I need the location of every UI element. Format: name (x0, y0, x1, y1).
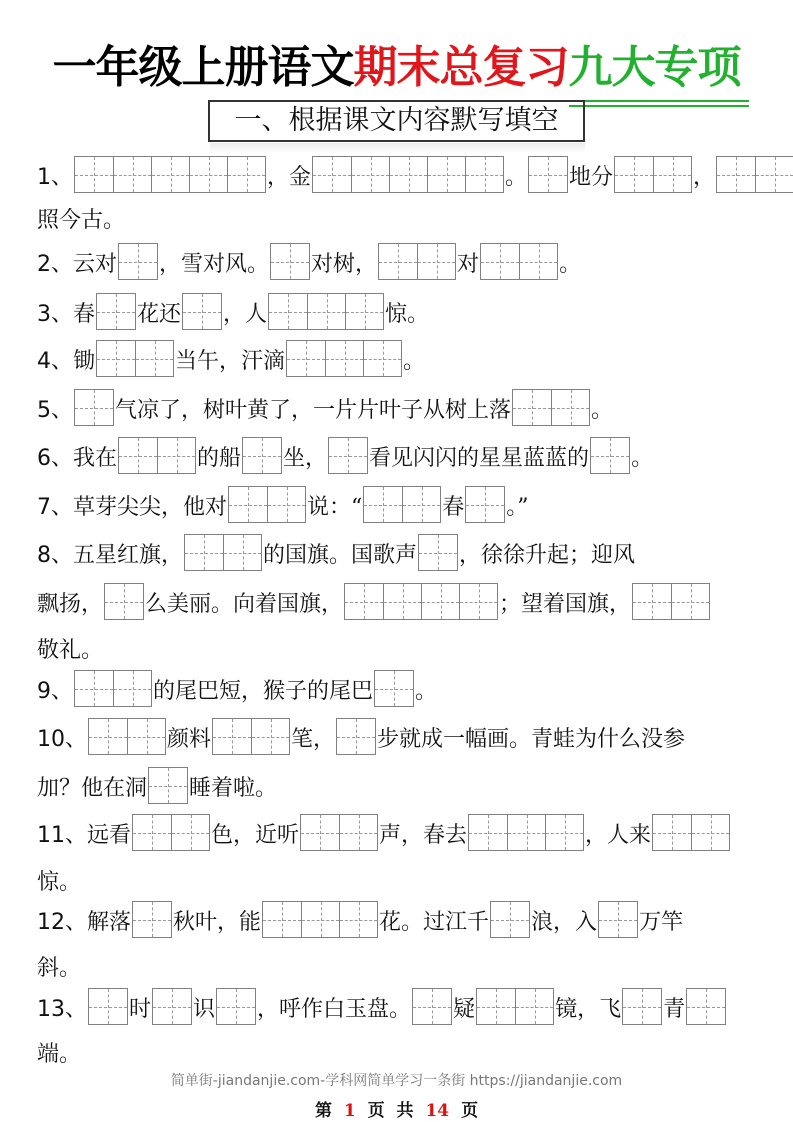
tianzige-cell[interactable] (402, 487, 440, 522)
exercise-text: 识 (193, 997, 216, 1022)
question-number: 5、 (37, 398, 73, 423)
exercise-text: 。 (559, 252, 582, 277)
question-number: 9、 (37, 679, 73, 704)
tianzige-answer-box[interactable] (182, 293, 222, 330)
tianzige-cell[interactable] (135, 341, 173, 376)
question-number: 10、 (37, 727, 87, 752)
exercise-text: 气凉了，树叶黄了，一片片叶子从树上落 (115, 398, 512, 423)
tianzige-cell[interactable] (113, 671, 151, 706)
exercise-line (37, 531, 635, 571)
tianzige-cell[interactable] (389, 157, 427, 192)
tianzige-cell[interactable] (269, 294, 307, 329)
tianzige-cell[interactable] (133, 815, 171, 850)
exercise-text: 地分 (569, 165, 614, 190)
tianzige-cell[interactable] (633, 584, 671, 619)
tianzige-cell[interactable] (477, 989, 515, 1024)
exercise-text: 。 (415, 679, 438, 704)
exercise-text: ，人 (223, 302, 268, 327)
tianzige-cell[interactable] (243, 438, 281, 473)
exercise-text: 么美丽。向着国旗， (145, 592, 344, 617)
tianzige-cell[interactable] (119, 438, 157, 473)
exercise-text: 照今古。 (37, 208, 126, 233)
exercise-text: ，呼作白玉盘。 (257, 997, 412, 1022)
tianzige-cell[interactable] (189, 157, 227, 192)
exercise-text: 我在 (73, 446, 118, 471)
question-number: 8、 (37, 543, 73, 568)
tianzige-cell[interactable] (339, 815, 377, 850)
exercise-text: ， (693, 165, 716, 190)
exercise-text: 斜。 (37, 956, 82, 981)
exercise-text: ，雪对风。 (159, 252, 270, 277)
exercise-text: 色，近听 (211, 823, 300, 848)
tianzige-cell[interactable] (75, 671, 113, 706)
tianzige-cell[interactable] (427, 157, 465, 192)
exercise-text: 对树， (311, 252, 378, 277)
exercise-text: 。 (403, 349, 426, 374)
exercise-text: 说：“ (307, 495, 363, 520)
exercise-text: 花。过江千 (379, 910, 490, 935)
tianzige-cell[interactable] (217, 989, 255, 1024)
tianzige-cell[interactable] (383, 584, 421, 619)
exercise-text: 飘扬， (37, 592, 104, 617)
exercise-text: 。” (506, 495, 529, 520)
exercise-line (37, 196, 125, 236)
tianzige-cell[interactable] (671, 584, 709, 619)
tianzige-cell[interactable] (375, 671, 413, 706)
exercise-line (37, 764, 277, 804)
exercise-text: 步就成一幅画。青蛙为什么没参 (377, 727, 686, 752)
document-title (0, 38, 793, 98)
exercise-text: 敬礼。 (37, 638, 104, 663)
exercise-text: 的船 (197, 446, 242, 471)
exercise-text: 加？他在洞 (37, 776, 148, 801)
tianzige-cell[interactable] (133, 902, 171, 937)
exercise-text: 惊。 (37, 870, 82, 895)
tianzige-cell[interactable] (267, 487, 305, 522)
tianzige-cell[interactable] (213, 719, 251, 754)
exercise-text: 睡着啦。 (189, 776, 278, 801)
question-number: 6、 (37, 446, 73, 471)
exercise-text: 疑 (453, 997, 476, 1022)
tianzige-cell[interactable] (157, 438, 195, 473)
tianzige-cell[interactable] (151, 157, 189, 192)
question-number: 12、 (37, 910, 87, 935)
exercise-text: 花还 (137, 302, 182, 327)
page-current: 1 (343, 1101, 356, 1121)
tianzige-cell[interactable] (717, 157, 755, 192)
exercise-text: 解落 (87, 910, 132, 935)
tianzige-answer-box[interactable] (312, 156, 504, 193)
tianzige-answer-box[interactable] (212, 718, 290, 755)
tianzige-cell[interactable] (364, 487, 402, 522)
exercise-text: 当午，汗滴 (175, 349, 286, 374)
footer-source: 简单街-jiandanjie.com-学科网简单学习一条街 https://jiandanjie.com (170, 1073, 623, 1089)
tianzige-cell[interactable] (119, 244, 157, 279)
exercise-line (37, 337, 425, 377)
tianzige-cell[interactable] (599, 902, 637, 937)
tianzige-cell[interactable] (379, 244, 417, 279)
tianzige-cell[interactable] (653, 157, 691, 192)
tianzige-cell[interactable] (363, 341, 401, 376)
tianzige-cell[interactable] (183, 294, 221, 329)
tianzige-cell[interactable] (351, 157, 389, 192)
tianzige-cell[interactable] (417, 244, 455, 279)
tianzige-cell[interactable] (419, 535, 457, 570)
exercise-line (37, 153, 793, 193)
tianzige-answer-box[interactable] (228, 486, 306, 523)
tianzige-cell[interactable] (466, 487, 504, 522)
tianzige-cell[interactable] (345, 584, 383, 619)
tianzige-cell[interactable] (75, 390, 113, 425)
tianzige-cell[interactable] (459, 584, 497, 619)
tianzige-cell[interactable] (413, 989, 451, 1024)
section-heading-shadow (210, 143, 585, 153)
exercise-text: 浪，入 (531, 910, 598, 935)
tianzige-answer-box[interactable] (336, 718, 376, 755)
tianzige-answer-box[interactable] (598, 901, 638, 938)
title-grade: 一年级上册语文 (52, 42, 354, 93)
exercise-line (37, 483, 529, 523)
question-number: 13、 (37, 997, 87, 1022)
tianzige-cell[interactable] (89, 989, 127, 1024)
tianzige-cell[interactable] (519, 244, 557, 279)
tianzige-cell[interactable] (515, 989, 553, 1024)
exercise-line (37, 1030, 81, 1070)
tianzige-answer-box[interactable] (184, 534, 262, 571)
tianzige-cell[interactable] (287, 341, 325, 376)
tianzige-answer-box[interactable] (652, 814, 730, 851)
tianzige-answer-box[interactable] (328, 437, 368, 474)
tianzige-answer-box[interactable] (96, 293, 136, 330)
tianzige-cell[interactable] (105, 584, 143, 619)
exercise-line (37, 715, 685, 755)
exercise-text: 笔， (291, 727, 336, 752)
tianzige-cell[interactable] (127, 719, 165, 754)
tianzige-answer-box[interactable] (88, 718, 166, 755)
exercise-line (37, 811, 731, 851)
exercise-text: 端。 (37, 1042, 82, 1067)
tianzige-answer-box[interactable] (686, 988, 726, 1025)
tianzige-answer-box[interactable] (614, 156, 692, 193)
tianzige-answer-box[interactable] (374, 670, 414, 707)
tianzige-answer-box[interactable] (74, 156, 266, 193)
tianzige-answer-box[interactable] (96, 340, 174, 377)
exercise-text: ，金 (267, 165, 312, 190)
tianzige-answer-box[interactable] (418, 534, 458, 571)
section-heading: 一、根据课文内容默写填空 (208, 100, 585, 142)
tianzige-cell[interactable] (491, 902, 529, 937)
tianzige-answer-box[interactable] (476, 988, 554, 1025)
tianzige-cell[interactable] (591, 438, 629, 473)
tianzige-answer-box[interactable] (242, 437, 282, 474)
tianzige-answer-box[interactable] (622, 988, 662, 1025)
tianzige-cell[interactable] (229, 487, 267, 522)
tianzige-answer-box[interactable] (344, 583, 498, 620)
tianzige-answer-box[interactable] (468, 814, 584, 851)
page-prefix: 第 (314, 1101, 332, 1121)
exercise-line (37, 434, 653, 474)
tianzige-cell[interactable] (529, 157, 567, 192)
page-total: 14 (425, 1101, 450, 1121)
tianzige-cell[interactable] (325, 341, 363, 376)
tianzige-answer-box[interactable] (716, 156, 793, 193)
tianzige-answer-box[interactable] (490, 901, 530, 938)
exercise-text: 。 (631, 446, 654, 471)
exercise-line (37, 240, 581, 280)
tianzige-answer-box[interactable] (104, 583, 144, 620)
exercise-text: 时 (129, 997, 152, 1022)
tianzige-cell[interactable] (307, 294, 345, 329)
tianzige-cell[interactable] (97, 341, 135, 376)
exercise-text: 五星红旗， (73, 543, 184, 568)
exercise-text: 看见闪闪的星星蓝蓝的 (369, 446, 590, 471)
exercise-text: ，人来 (585, 823, 652, 848)
tianzige-answer-box[interactable] (590, 437, 630, 474)
tianzige-cell[interactable] (345, 294, 383, 329)
tianzige-cell[interactable] (421, 584, 459, 619)
tianzige-answer-box[interactable] (363, 486, 441, 523)
tianzige-cell[interactable] (301, 902, 339, 937)
exercise-text: 云对 (73, 252, 118, 277)
exercise-text: ，徐徐升起；迎风 (459, 543, 636, 568)
tianzige-cell[interactable] (251, 719, 289, 754)
exercise-line (37, 944, 81, 984)
tianzige-answer-box[interactable] (528, 156, 568, 193)
page-suffix: 页 (461, 1101, 479, 1121)
tianzige-cell[interactable] (615, 157, 653, 192)
tianzige-answer-box[interactable] (286, 340, 402, 377)
tianzige-cell[interactable] (465, 157, 503, 192)
tianzige-cell[interactable] (113, 157, 151, 192)
tianzige-cell[interactable] (75, 157, 113, 192)
exercise-text: 春 (73, 302, 96, 327)
tianzige-cell[interactable] (89, 719, 127, 754)
question-number: 2、 (37, 252, 73, 277)
tianzige-answer-box[interactable] (268, 293, 384, 330)
exercise-text: 惊。 (385, 302, 430, 327)
tianzige-cell[interactable] (227, 157, 265, 192)
tianzige-cell[interactable] (271, 244, 309, 279)
tianzige-cell[interactable] (653, 815, 691, 850)
tianzige-answer-box[interactable] (74, 670, 152, 707)
exercise-line (37, 386, 613, 426)
title-topics: 九大专项 (569, 38, 741, 98)
question-number: 1、 (37, 165, 73, 190)
exercise-text: 。 (505, 165, 528, 190)
exercise-text: 草芽尖尖，他对 (73, 495, 228, 520)
tianzige-answer-box[interactable] (216, 988, 256, 1025)
tianzige-answer-box[interactable] (262, 901, 378, 938)
title-review: 期末总复习 (353, 42, 569, 93)
question-number: 11、 (37, 823, 87, 848)
tianzige-cell[interactable] (545, 815, 583, 850)
tianzige-cell[interactable] (263, 902, 301, 937)
tianzige-cell[interactable] (153, 989, 191, 1024)
tianzige-cell[interactable] (687, 989, 725, 1024)
tianzige-cell[interactable] (313, 157, 351, 192)
tianzige-answer-box[interactable] (132, 901, 172, 938)
tianzige-cell[interactable] (507, 815, 545, 850)
exercise-line (37, 580, 711, 620)
page-indicator (0, 1096, 793, 1121)
tianzige-answer-box[interactable] (300, 814, 378, 851)
tianzige-cell[interactable] (481, 244, 519, 279)
tianzige-cell[interactable] (223, 535, 261, 570)
exercise-text: 的国旗。国歌声 (263, 543, 418, 568)
tianzige-cell[interactable] (551, 390, 589, 425)
exercise-text: 对 (457, 252, 480, 277)
tianzige-cell[interactable] (329, 438, 367, 473)
exercise-text: 春 (442, 495, 465, 520)
tianzige-answer-box[interactable] (118, 243, 158, 280)
tianzige-cell[interactable] (301, 815, 339, 850)
tianzige-cell[interactable] (691, 815, 729, 850)
tianzige-answer-box[interactable] (632, 583, 710, 620)
tianzige-cell[interactable] (185, 535, 223, 570)
tianzige-answer-box[interactable] (270, 243, 310, 280)
tianzige-answer-box[interactable] (378, 243, 456, 280)
exercise-text: 秋叶，能 (173, 910, 262, 935)
page-middle: 页 共 (367, 1101, 414, 1121)
exercise-text: 。 (591, 398, 614, 423)
tianzige-answer-box[interactable] (465, 486, 505, 523)
tianzige-cell[interactable] (623, 989, 661, 1024)
tianzige-cell[interactable] (469, 815, 507, 850)
exercise-text: 声，春去 (379, 823, 468, 848)
tianzige-answer-box[interactable] (88, 988, 128, 1025)
exercise-line (37, 898, 683, 938)
exercise-text: 颜料 (167, 727, 212, 752)
exercise-line (37, 858, 81, 898)
exercise-text: 万竿 (639, 910, 684, 935)
tianzige-answer-box[interactable] (152, 988, 192, 1025)
tianzige-answer-box[interactable] (74, 389, 114, 426)
exercise-line (37, 290, 429, 330)
tianzige-cell[interactable] (755, 157, 793, 192)
tianzige-cell[interactable] (513, 390, 551, 425)
exercise-text: 镜，飞 (555, 997, 622, 1022)
tianzige-answer-box[interactable] (512, 389, 590, 426)
tianzige-cell[interactable] (337, 719, 375, 754)
exercise-line (37, 667, 437, 707)
exercise-line (37, 985, 727, 1025)
tianzige-cell[interactable] (339, 902, 377, 937)
exercise-text: ；望着国旗， (499, 592, 632, 617)
exercise-line (37, 626, 103, 666)
exercise-text: 的尾巴短，猴子的尾巴 (153, 679, 374, 704)
exercise-text: 远看 (87, 823, 132, 848)
exercise-text: 坐， (283, 446, 328, 471)
exercise-text: 锄 (73, 349, 96, 374)
tianzige-answer-box[interactable] (132, 814, 210, 851)
tianzige-cell[interactable] (171, 815, 209, 850)
tianzige-answer-box[interactable] (148, 767, 188, 804)
tianzige-answer-box[interactable] (412, 988, 452, 1025)
tianzige-cell[interactable] (97, 294, 135, 329)
tianzige-answer-box[interactable] (480, 243, 558, 280)
question-number: 4、 (37, 349, 73, 374)
tianzige-cell[interactable] (149, 768, 187, 803)
question-number: 3、 (37, 302, 73, 327)
exercise-text: 青 (663, 997, 686, 1022)
tianzige-answer-box[interactable] (118, 437, 196, 474)
question-number: 7、 (37, 495, 73, 520)
